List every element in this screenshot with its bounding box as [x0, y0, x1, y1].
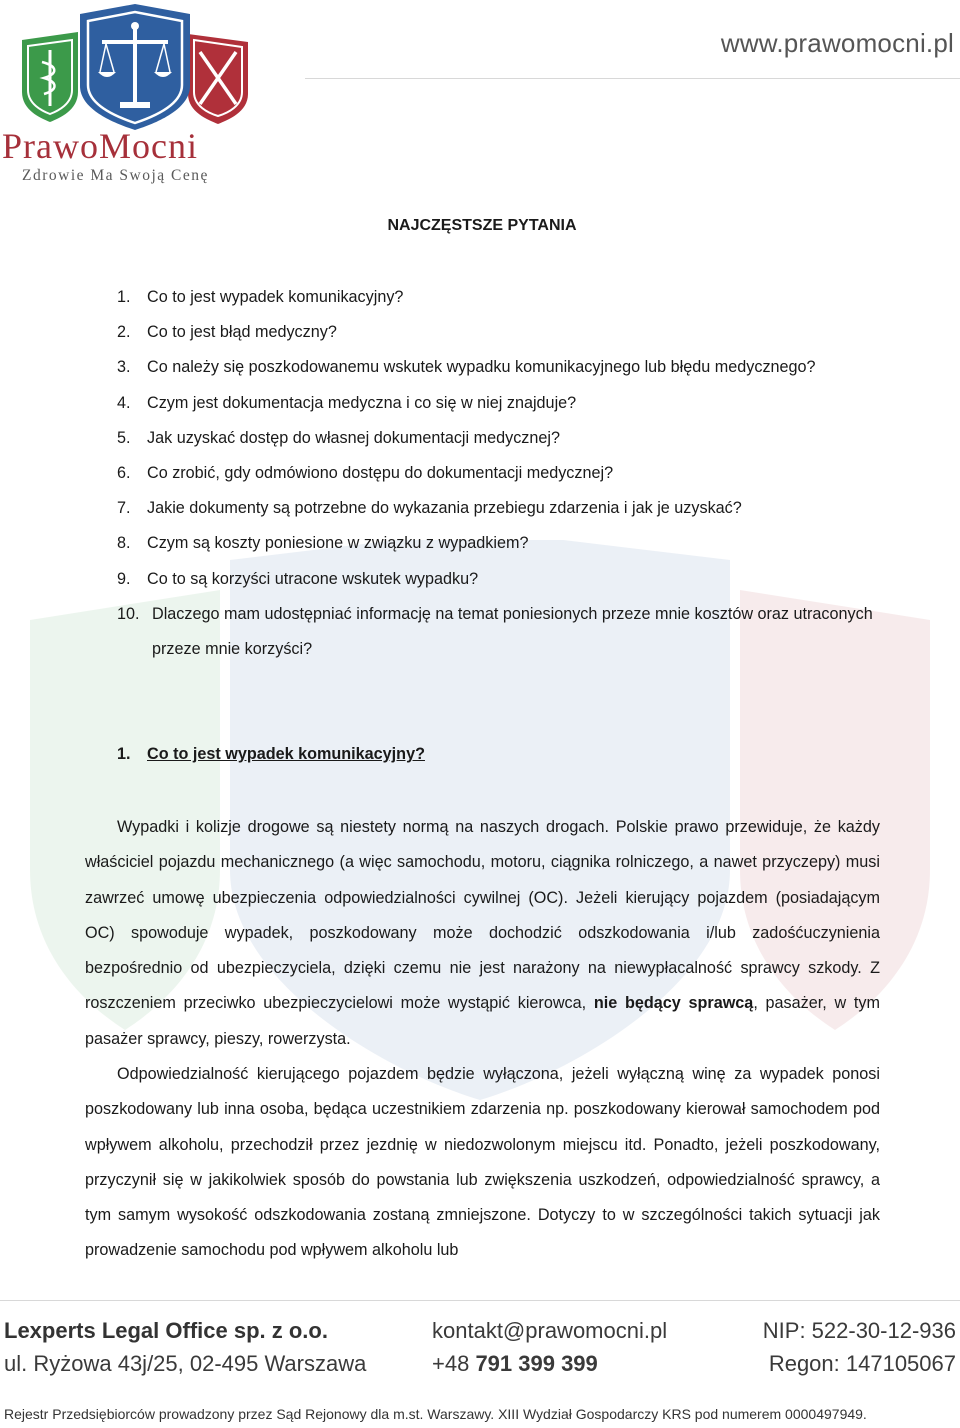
paragraph: Wypadki i kolizje drogowe są niestety normą na naszych drogach. Polskie prawo przewiduje, że każdy właściciel pojazdu mechanicznego (a więc samochodu, motoru, ciągnika rolniczego, a nawet przyczepy) musi zawrzeć umowę ubezpieczenia odpowiedzialności cywilnej (OC). Jeżeli kierujący pojazdem (posiadającym OC) spowoduje wypadek, poszkodowany może dochodzić odszkodowania i/lub zadośćuczynienia bezpośrednio od ubezpieczyciela, dzięki czemu nie jest narażony na niewypłacalność sprawcy szkody. Z roszczeniem przeciwko ubezpieczycielowi może wystąpić kierowca, nie będący sprawcą, pasażer, w tym pasażer sprawcy, pieszy, rowerzysta. [85, 818, 880, 1048]
document-title: NAJCZĘSTSZE PYTANIA [387, 217, 577, 234]
question-item: 2. Co to jest błąd medyczny? [117, 323, 337, 342]
brand-name: PrawoMocni [2, 126, 198, 166]
website-url[interactable]: www.prawomocni.pl [720, 28, 954, 58]
footer-divider [0, 1300, 960, 1301]
contact-phone[interactable]: +48 791 399 399 [432, 1351, 598, 1376]
brand-tagline: Zdrowie Ma Swoją Cenę [22, 167, 209, 184]
red-shield-icon [188, 34, 248, 124]
bold-phrase: nie będący sprawcą [593, 994, 754, 1013]
paragraph: Odpowiedzialność kierującego pojazdem będzie wyłączona, jeżeli wyłączną winę za wypadek ponosi poszkodowany lub inna osoba, będąca uczestnikiem zdarzenia np. poszkodowany kierował samochodem pod wpływem alkoholu, przechodził przez jezdnię w niedozwolonym miejscu itd. Ponadto, jeżeli poszkodowany, przyczynił się w jakikolwiek sposób do powstania lub zwiększenia uszkodzeń, odpowiedzialność sprawcy, a tym samym wysokość odszkodowania zostaną zmniejszone. Dotyczy to w szczególności takich sytuacji jak prowadzenie samochodu pod wpływem alkoholu lub [85, 1065, 880, 1260]
question-item: 4. Czym jest dokumentacja medyczna i co się w niej znajduje? [117, 393, 577, 412]
registry-note: Rejestr Przedsiębiorców prowadzony przez Sąd Rejonowy dla m.st. Warszawy. XIII Wydział Gospodarczy KRS pod numerem 0000497949. [4, 1406, 867, 1422]
question-item: 1. Co to jest wypadek komunikacyjny? [117, 288, 404, 306]
question-item: 7. Jakie dokumenty są potrzebne do wykazania przebiegu zdarzenia i jak je uzyskać? [117, 499, 742, 518]
question-item: 6. Co zrobić, gdy odmówiono dostępu do dokumentacji medycznej? [117, 464, 614, 483]
question-list [117, 280, 877, 667]
company-name: Lexperts Legal Office sp. z o.o. [4, 1318, 328, 1343]
question-item: 10. Dlaczego mam udostępniać informację na temat poniesionych przeze mnie kosztów oraz utraconych przeze mnie korzyści? [117, 604, 873, 659]
nip-number: NIP: 522-30-12-936 [762, 1318, 956, 1343]
question-item: 8. Czym są koszty poniesione w związku z wypadkiem? [117, 534, 529, 553]
logo [0, 0, 275, 185]
section-heading: 1. Co to jest wypadek komunikacyjny? [117, 745, 425, 763]
company-address: ul. Ryżowa 43j/25, 02-495 Warszawa [4, 1351, 367, 1376]
question-item: 3. Co należy się poszkodowanemu wskutek wypadku komunikacyjnego lub błędu medycznego? [117, 358, 816, 377]
regon-number: Regon: 147105067 [768, 1351, 956, 1376]
green-shield-icon [22, 32, 78, 122]
blue-shield-icon [80, 4, 190, 130]
header-divider [305, 78, 960, 79]
question-item: 9. Co to są korzyści utracone wskutek wypadku? [117, 569, 479, 588]
question-item: 5. Jak uzyskać dostęp do własnej dokumentacji medycznej? [117, 428, 560, 447]
contact-email[interactable]: kontakt@prawomocni.pl [432, 1318, 668, 1343]
